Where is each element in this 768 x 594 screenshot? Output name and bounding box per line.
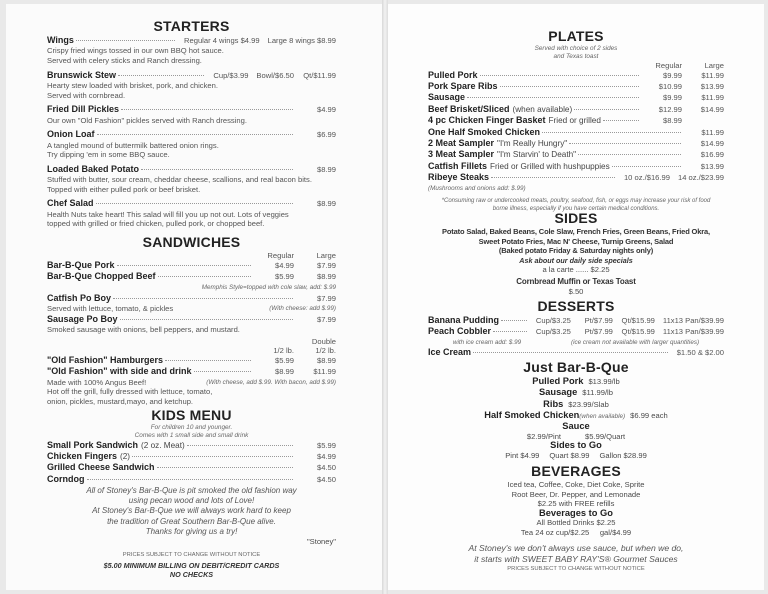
beverages-line: $2.25 with FREE refills [537,499,615,509]
bbq-item-name: Sausage [539,387,578,398]
item-name: Ice Cream [428,346,472,357]
item-name: Peach Cobbler [428,326,492,337]
item-name: Wings [47,35,74,45]
dot-leader [501,320,527,321]
item-extra: "I'm Starvin' to Death" [497,150,577,160]
column-header: Large [704,60,724,70]
footer-line: At Stoney's we don't always use sauce, but when we do, [468,543,684,553]
item-description [47,150,336,160]
dot-leader [76,40,175,41]
menu-item-row [428,127,724,138]
a-la-carte-price: a la carte ...... $2.25 [542,265,610,275]
item-price: Cup/$3.25 [535,316,571,325]
item-price: Pt/$7.99 [584,327,613,337]
bbq-item-price: $11.99/lb [582,388,613,398]
closing-message-line: using pecan wood and lots of Love! [128,496,255,506]
dot-leader [491,177,615,178]
ice-cream-add: with ice cream add: $.99 [452,338,522,346]
sauce-heading: Sauce [562,421,590,431]
menu-item [428,115,724,126]
menu-item-row [47,271,336,282]
item-description [47,141,336,151]
item-name: Bar-B-Que Chopped Beef [47,271,156,282]
minimum-billing-notice: $5.00 MINIMUM BILLING ON DEBIT/CREDIT CARDS [103,560,280,570]
menu-item-row [47,293,336,304]
menu-item-row [47,314,336,325]
menu-item [428,104,724,115]
item-price: $14.99 [700,104,724,114]
closing-message-line: Thanks for giving us a try! [145,526,238,536]
menu-item [47,70,336,101]
plates-subtitle: Served with choice of 2 sides [534,45,618,52]
item-name: Bar-B-Que Pork [47,260,115,270]
menu-item [47,164,336,195]
item-price: $11.99 [313,367,336,377]
no-checks-notice: NO CHECKS [169,570,214,580]
menu-item-row [47,104,336,115]
menu-item [428,81,724,92]
burger-price-headers [47,346,336,355]
dot-leader [574,109,639,110]
item-price: $5.99 [316,440,336,450]
bbq-item [428,387,724,398]
sandwich-price-headers [47,251,336,260]
dot-leader [158,276,251,277]
dot-leader [542,132,681,133]
item-price: $13.99 [700,161,724,171]
prices-notice: PRICES SUBJECT TO CHANGE WITHOUT NOTICE [122,552,261,559]
item-description [47,304,336,314]
menu-item [47,260,336,271]
item-description [47,56,336,66]
dot-leader [87,479,294,480]
closing-message-line: All of Stoney's Bar-B-Que is pit smoked the old fashion way [86,486,297,495]
burger-description [47,378,336,388]
menu-item-row [428,315,724,326]
item-description [47,185,336,195]
item-price: Large 8 wings $8.99 [267,36,336,45]
bbq-item-note: (when available) [579,413,626,421]
item-price: Regular 4 wings $4.99 [184,36,260,45]
sides-list-line: Potato Salad, Baked Beans, Cole Slaw, French Fries, Green Beans, Fried Okra, [441,227,710,236]
menu-item-row [47,198,336,209]
plates-subtitle: and Texas toast [553,52,599,60]
menu-item [47,198,336,229]
description-line: Health Nuts take heart! This salad will fill you up not out. Lots of veggies [47,209,289,219]
sandwiches-heading: SANDWICHES [142,234,241,250]
menu-item [47,366,336,377]
dot-leader [500,86,639,87]
bbq-item [428,399,724,410]
dot-leader [157,467,293,468]
item-price: 11x13 Pan/$39.99 [662,316,724,325]
item-price: $7.99 [316,293,336,303]
menu-item [47,271,336,282]
menu-item-row [47,474,336,485]
sides-heading: SIDES [554,210,598,226]
item-name: 4 pc Chicken Finger Basket [428,115,546,126]
item-name: Corndog [47,473,85,484]
sides-to-go-price: Quart $8.99 [549,450,590,460]
item-description [47,210,336,220]
dot-leader [480,75,639,76]
prices-notice: PRICES SUBJECT TO CHANGE WITHOUT NOTICE [507,566,645,572]
description-line: Stuffed with butter, sour cream, cheddar cheese, scallions, and real bacon bits. [47,175,312,185]
column-header: 1/2 lb. [315,345,336,355]
closing-message-line: At Stoney's Bar-B-Que we will always work hard to keep [92,506,291,516]
sides-section [428,210,724,296]
description-line: Made with 100% Angus Beef! [47,377,147,387]
menu-item [428,172,724,183]
item-price: $10.99 [658,82,682,91]
signature-stoney: "Stoney" [306,537,336,547]
item-price: $5.99 [274,355,294,365]
item-price: $11.99 [701,127,724,137]
dot-leader [113,298,293,299]
bbq-item-name: Half Smoked Chicken [484,410,580,421]
menu-item-row [428,347,724,358]
sauce-price: $5.99/Quart [585,431,626,441]
column-header: Regular [267,251,294,260]
memphis-style-note: Memphis Style=topped with cole slaw, add: $.99 [201,283,336,291]
dot-leader [118,75,204,76]
warning-line: borne illness, especially if you have certain medical conditions. [492,206,660,213]
dot-leader [194,371,251,372]
menu-item [47,35,336,66]
page-fold [382,0,388,594]
dot-leader [473,352,668,353]
sauce-price: $2.99/Pint [526,431,562,441]
item-price: Bowl/$6.50 [256,70,294,80]
menu-item-row [428,161,724,172]
burger-description [47,387,336,397]
item-name: Pulled Pork [428,69,478,80]
item-name: Pork Spare Ribs [428,81,498,91]
description-line: Topped with either pulled pork or beef brisket. [47,184,201,194]
menu-item [47,314,336,335]
closing-section [47,486,336,580]
sides-list-line: (Baked potato Friday & Saturday nights only) [498,246,654,256]
item-name: Chicken Fingers [47,451,118,461]
menu-item-row [428,92,724,103]
item-description [47,116,336,126]
menu-item-row [47,70,336,81]
menu-item-row [428,104,724,115]
mushrooms-note: (Mushrooms and onions add: $.99) [428,184,526,192]
dot-leader [141,169,293,170]
item-price: 14 oz./$23.99 [677,173,724,183]
item-price: Qt/$15.99 [621,316,655,325]
item-extra: Fried or Grilled with hushpuppies [490,161,610,171]
item-price: 10 oz./$16.99 [623,173,670,183]
item-price: $6.99 [316,130,336,140]
menu-item [47,440,336,451]
item-price: $11.99 [701,93,724,103]
column-header: Regular [655,60,682,70]
item-price: $14.99 [700,139,724,149]
menu-item [428,70,724,81]
desserts-section [428,298,724,358]
bbq-item-name: Pulled Pork [532,376,584,386]
dot-leader [97,134,294,135]
sides-list-line: Sweet Potato Fries, Mac N' Cheese, Turnip Greens, Salad [478,236,674,246]
bbq-item-price: $23.99/Slab [568,399,609,409]
beverages-line: Root Beer, Dr. Pepper, and Lemonade [511,489,641,499]
menu-item-row [428,115,724,126]
description-line: Try dipping 'em in some BBQ sauce. [47,150,170,160]
sauce-section [428,422,724,460]
item-description [47,175,336,185]
item-name: 2 Meat Sampler [428,138,495,149]
menu-item-row [47,366,336,377]
item-extra: (2) [120,452,131,461]
item-price: $4.50 [316,463,336,473]
column-header: Large [316,251,336,260]
item-name: 3 Meat Sampler [428,149,495,160]
just-bbq-heading: Just Bar-B-Que [523,359,629,375]
item-price: $9.99 [662,70,682,80]
item-description [47,325,336,335]
description-line: Smoked sausage with onions, bell peppers, and mustard. [47,325,240,335]
item-name: Ribeye Steaks [428,172,490,183]
item-price: $8.99 [316,199,336,209]
menu-item [47,104,336,125]
item-name: Loaded Baked Potato [47,163,140,174]
menu-item-row [428,81,724,92]
item-price: $16.99 [700,150,724,160]
item-name: Sausage [428,92,466,103]
beverages-heading: BEVERAGES [531,463,621,479]
footer-line: it starts with SWEET BABY RAY'S® Gourmet Sauces [474,554,678,564]
item-description [47,46,336,56]
plates-price-headers [428,61,724,70]
description-line: Served with lettuce, tomato, & pickles [47,304,174,314]
bbq-item-price: $6.99 each [630,411,668,421]
sandwiches-section [47,234,336,406]
dot-leader [187,445,293,446]
sides-to-go-prices [428,451,724,461]
item-price: $11.99 [701,70,724,80]
item-price: $5.99 [274,272,294,282]
menu-item-row [428,149,724,160]
item-price: Pt/$7.99 [584,316,613,325]
item-name: Brunswick Stew [47,69,117,80]
sides-to-go-price: Pint $4.99 [505,450,540,460]
item-price: $8.99 [662,116,682,126]
menu-item-row [47,440,336,451]
menu-item-row [47,462,336,473]
burger-description [47,397,336,407]
dot-leader [569,143,681,144]
beverages-to-go-line: Tea 24 oz cup/$2.25 gal/$4.99 [520,527,632,537]
item-price: $8.99 [274,367,294,377]
bbq-item-name: Ribs [543,398,564,409]
ice-cream-note: (ice cream not available with larger quantities) [570,338,700,346]
desserts-heading: DESSERTS [537,298,615,314]
description-line: Served with cornbread. [47,90,126,100]
column-header: Double [311,336,336,346]
description-line: topped with grilled or fried chicken, pulled pork, or chopped beef. [47,219,265,229]
warning-line: *Consuming raw or undercooked meats, poultry, seafood, fish, or eggs may increase your risk of food [441,197,711,204]
starters-heading: STARTERS [153,18,230,34]
plates-section [428,28,724,214]
daily-specials-note: Ask about our daily side specials [519,255,633,265]
item-price: $9.99 [662,93,682,103]
column-header: 1/2 lb. [273,345,294,355]
description-line: Hot off the grill, fully dressed with lettuce, tomato, [47,387,213,397]
beverages-section [428,463,724,538]
item-extra: Fried or grilled [548,116,601,126]
item-note: (With cheese: add $.99) [269,305,336,313]
description-line: A tangled mound of buttermilk battered onion rings. [47,140,219,150]
dot-leader [612,166,681,167]
sides-to-go-price: Gallon $28.99 [599,450,647,460]
item-name: "Old Fashion" Hamburgers [47,354,164,365]
menu-item [47,129,336,160]
description-line: Crispy fried wings tossed in our own BBQ hot sauce. [47,46,224,56]
item-price: Qt/$11.99 [303,70,336,80]
item-description [47,91,336,101]
dot-leader [120,319,293,320]
kids-subtitle: For children 10 and younger. [150,424,233,431]
item-name: Catfish Po Boy [47,292,112,303]
menu-item [47,355,336,366]
menu-item [428,92,724,103]
bbq-item-price: $13.99/lb [588,377,620,386]
menu-item-row [47,164,336,175]
item-name: Grilled Cheese Sandwich [47,462,155,473]
item-extra: (when available) [512,104,573,114]
menu-item [47,293,336,314]
item-price: $4.99 [316,105,336,115]
menu-item [428,149,724,160]
footer-section [428,543,724,575]
item-price: 11x13 Pan/$39.99 [662,327,724,337]
item-price: $8.99 [316,164,336,174]
menu-item-row [428,138,724,149]
menu-item [428,326,724,337]
dot-leader [117,265,251,266]
kids-menu-heading: KIDS MENU [151,407,232,423]
item-name: Catfish Fillets [428,160,488,171]
item-extra: (2 oz. Meat) [141,440,185,450]
menu-item-row [47,355,336,366]
description-line: onion, pickles, mustard,mayo, and ketchup. [47,396,194,406]
item-price: $7.99 [316,261,336,270]
menu-item-row [428,326,724,337]
menu-item-row [47,129,336,140]
closing-message-line: the tradition of Great Southern Bar-B-Que alive. [107,516,276,526]
starters-section [47,18,336,233]
beverages-line: Iced tea, Coffee, Coke, Diet Coke, Sprite [507,480,645,489]
menu-item [47,462,336,473]
menu-item-row [428,172,724,183]
kids-subtitle: Comes with 1 small side and small drink [134,431,249,439]
burger-note: (With cheese, add $.99. With bacon, add $.99) [206,378,336,386]
bbq-item [428,376,724,387]
item-name: "Old Fashion" with side and drink [47,366,192,377]
plates-heading: PLATES [548,28,604,44]
item-price: $12.99 [658,104,682,114]
menu-item-row [428,70,724,81]
menu-item-row [47,451,336,462]
menu-item [428,347,724,358]
item-price: Cup/$3.99 [213,70,249,80]
menu-item [47,451,336,462]
beverages-to-go-heading: Beverages to Go [539,507,613,518]
item-description [47,81,336,91]
item-name: Banana Pudding [428,315,500,325]
dot-leader [603,120,639,121]
burger-header-top [47,337,336,346]
description-line: Served with celery sticks and Ranch dressing. [47,56,202,65]
just-bbq-section [428,359,724,422]
dot-leader [96,203,293,204]
item-price: $8.99 [316,355,336,365]
description-line: Hearty stew loaded with brisket, pork, and chicken. [47,81,218,90]
item-price: $4.99 [274,261,294,270]
dot-leader [132,456,293,457]
item-price: $1.50 & $2.00 [676,347,724,357]
ice-cream-notes [428,338,724,347]
item-price: $7.99 [316,314,336,324]
item-extra: "I'm Really Hungry" [497,139,568,149]
item-name: Chef Salad [47,198,94,209]
menu-item [428,138,724,149]
beverages-to-go-line: All Bottled Drinks $2.25 [536,518,616,528]
dot-leader [493,331,527,332]
cornbread-item: Cornbread Muffin or Texas Toast [516,276,636,286]
menu-item [428,161,724,172]
item-name: One Half Smoked Chicken [428,126,541,137]
menu-item [428,127,724,138]
item-price: Qt/$15.99 [621,327,655,337]
item-name: Onion Loaf [47,129,95,140]
kids-menu-section [47,407,336,485]
menu-item-row [47,260,336,271]
menu-item [47,474,336,485]
dot-leader [467,97,639,98]
item-name: Sausage Po Boy [47,313,118,324]
cornbread-price: $.50 [568,286,584,296]
item-price: $13.99 [700,82,724,91]
item-description [47,219,336,229]
menu-item [428,315,724,326]
item-price: $4.99 [316,452,336,461]
item-name: Fried Dill Pickles [47,104,120,115]
menu-item-row [47,35,336,46]
item-price: Cup/$3.25 [535,327,571,337]
item-name: Small Pork Sandwich [47,439,139,450]
description-line: Our own "Old Fashion" pickles served with Ranch dressing. [47,115,247,125]
sides-to-go-heading: Sides to Go [550,440,602,451]
item-name: Beef Brisket/Sliced [428,103,510,114]
dot-leader [121,109,293,110]
bbq-item [428,410,724,421]
dot-leader [165,360,251,361]
item-price: $4.50 [316,474,336,484]
dot-leader [578,154,681,155]
item-price: $8.99 [316,272,336,282]
